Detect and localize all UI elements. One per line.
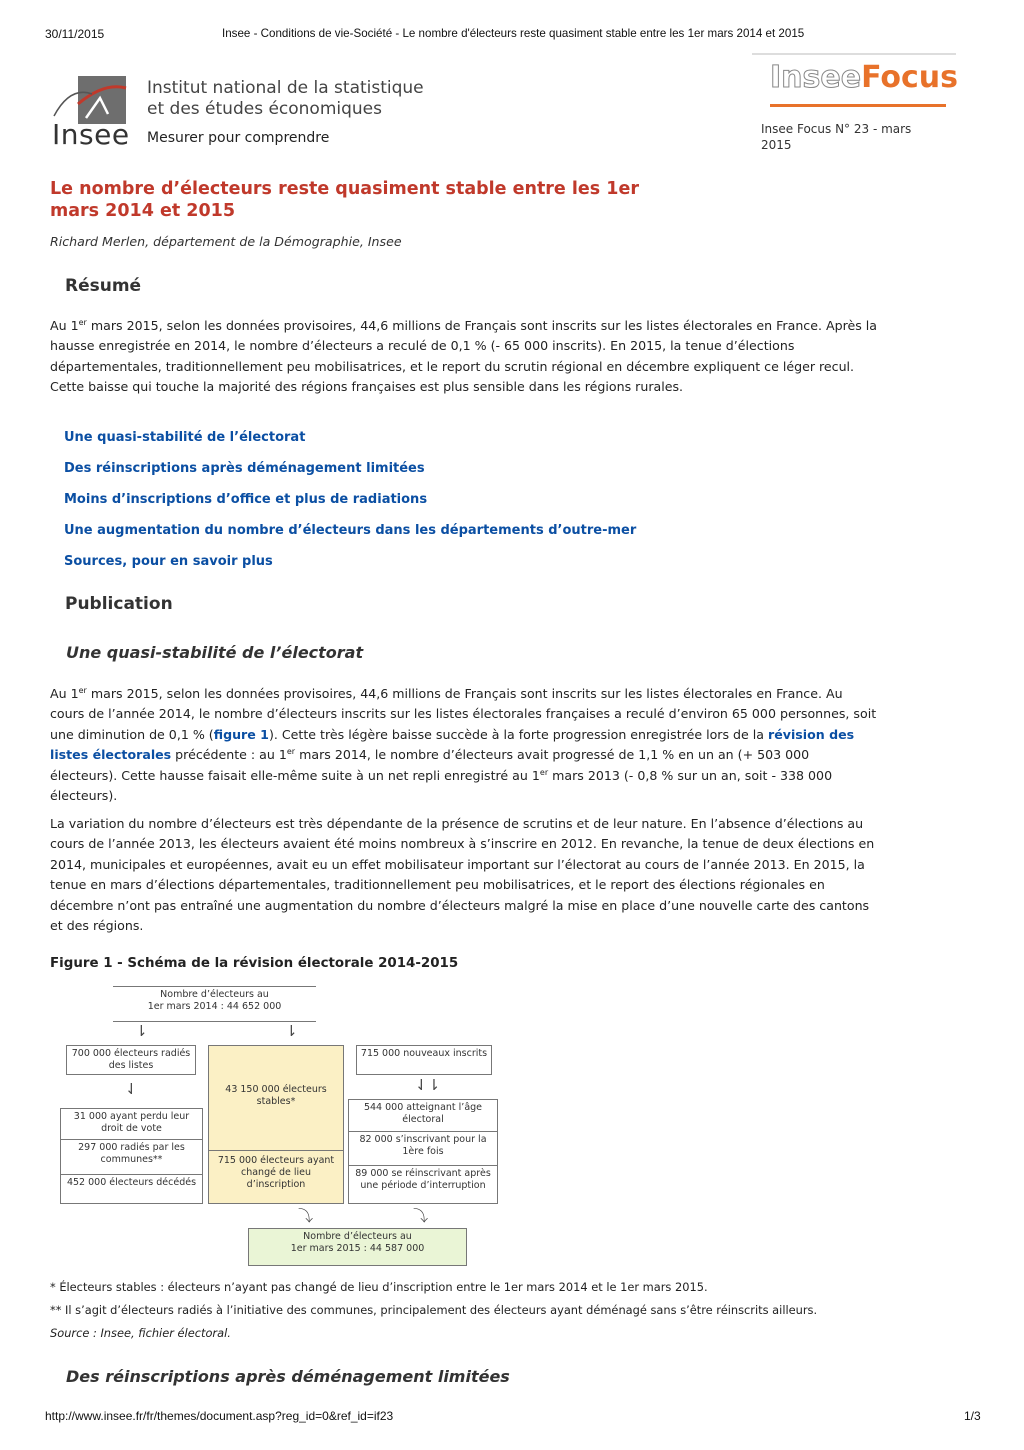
print-date: 30/11/2015 <box>45 27 105 41</box>
box-radies-detail <box>60 1108 203 1204</box>
p1-text-b: mars 2015, selon les données provisoires, 44,6 millions de Français sont inscrits sur les listes électorales en France. Au cours de l’année 2014, le nombre d’électeurs inscrits sur les listes électorales françaises a reculé d’environ 65 000 personnes, soit une diminution de 0,1 % ( <box>50 686 877 742</box>
p1-sup-1: er <box>78 685 87 695</box>
box-changement-lieu: 715 000 électeurs ayant changé de lieu d’inscription <box>208 1150 344 1204</box>
institute-name <box>147 78 424 120</box>
institute-line1: Institut national de la statistique <box>147 78 424 98</box>
box-2015-line2: 1er mars 2015 : 44 587 000 <box>290 1243 425 1254</box>
arrow-down-icon: ⇂ <box>285 1022 298 1040</box>
figure1-link[interactable]: figure 1 <box>213 726 269 742</box>
publication-heading: Publication <box>65 594 173 614</box>
nouveaux-reinscription: 89 000 se réinscrivant après une période d’interruption <box>355 1168 491 1191</box>
tagline: Mesurer pour comprendre <box>147 130 330 146</box>
section2-heading: Des réinscriptions après déménagement limitées <box>66 1367 510 1386</box>
radies-perte-droit: 31 000 ayant perdu leur droit de vote <box>61 1109 202 1140</box>
figure-caption: Figure 1 - Schéma de la révision électorale 2014-2015 <box>50 956 459 971</box>
arrow-down-icon: ⇃⇂ <box>415 1076 441 1094</box>
insee-focus-logo <box>770 60 958 100</box>
arrow-down-icon: ⇃ <box>125 1080 138 1098</box>
section1-heading: Une quasi-stabilité de l’électorat <box>66 643 364 662</box>
p1-text-f: mars 2013 (- 0,8 % sur un an, soit - 338 000 électeurs). <box>50 767 833 804</box>
p1-sup-2: er <box>286 747 296 757</box>
box-2014-line1: Nombre d’électeurs au <box>160 989 269 1000</box>
box-radies-header: 700 000 électeurs radiés des listes <box>66 1045 196 1075</box>
arrow-down-icon: ⇂ <box>135 1022 148 1040</box>
box-nouveaux-header: 715 000 nouveaux inscrits <box>356 1045 492 1075</box>
print-page-number: 1/3 <box>964 1409 981 1423</box>
article-title: Le nombre d’électeurs reste quasiment stable entre les 1er mars 2014 et 2015 <box>50 179 639 221</box>
figure-source: Source : Insee, fichier électoral. <box>50 1326 231 1340</box>
p1-sup-3: er <box>539 767 549 777</box>
section1-paragraph2: La variation du nombre d’électeurs est très dépendante de la présence de scrutins et de leur nature. En l’absence d’élections au cours de l’année 2013, les électeurs avaient été moins nombreux à s’inscrire en 2012. En revanche, la tenue de deux élections en 2014, municipales et européennes, avait eu un effet mobilisateur important sur l’électorat au cours de l’année 2013. En 2015, la tenue en mars d’élections départementales, traditionnellement peu mobilisatrices, et le report des élections régionales en décembre n’ont pas entraîné une augmentation du nombre d’électeurs malgré la mise en place d’une nouvelle carte des cantons et des régions. <box>50 816 875 934</box>
print-title: Insee - Conditions de vie-Société - Le nombre d'électeurs reste quasiment stable entre les 1er mars 2014 et 2015 <box>222 27 805 40</box>
arrow-down-icon: ⤵ <box>298 1207 314 1225</box>
p1-text-d: précédente : au 1 <box>171 747 287 763</box>
radies-decedes: 452 000 électeurs décédés <box>66 1177 197 1188</box>
figure-note-1: * Électeurs stables : électeurs n’ayant pas changé de lieu d’inscription entre le 1er mars 2014 et le 1er mars 2015. <box>50 1280 708 1294</box>
box-2015-line1: Nombre d’électeurs au <box>303 1231 412 1242</box>
summary-sup: er <box>78 317 87 327</box>
insee-wordmark: Insee <box>52 118 130 151</box>
institute-line2: et des études économiques <box>147 99 382 119</box>
summary-heading: Résumé <box>65 276 142 296</box>
revision-listes-link[interactable]: révision des listes électorales <box>50 726 855 763</box>
focus-issue: Insee Focus N° 23 - mars 2015 <box>761 122 912 152</box>
summary-link-5[interactable]: Sources, pour en savoir plus <box>64 554 273 569</box>
summary-text-lead: Au 1 <box>50 318 79 333</box>
nouveaux-premiere-fois: 82 000 s’inscrivant pour la 1ère fois <box>349 1132 497 1166</box>
box-electeurs-2014 <box>113 986 316 1022</box>
insee-logo <box>52 74 132 152</box>
section1-paragraph1 <box>50 684 880 806</box>
summary-link-2[interactable]: Des réinscriptions après déménagement limitées <box>64 461 425 476</box>
summary-link-4[interactable]: Une augmentation du nombre d’électeurs dans les départements d’outre-mer <box>64 523 637 538</box>
summary-link-1[interactable]: Une quasi-stabilité de l’électorat <box>64 430 306 445</box>
arrow-down-icon: ⤵ <box>413 1207 429 1225</box>
focus-top-rule <box>752 53 956 55</box>
box-electeurs-stables: 43 150 000 électeurs stables* <box>208 1045 344 1151</box>
summary-paragraph <box>50 316 880 398</box>
figure-note-2: ** Il s’agit d’électeurs radiés à l’initiative des communes, principalement des électeurs ayant déménagé sans s’être réinscrits ailleurs. <box>50 1303 818 1317</box>
summary-text-rest: mars 2015, selon les données provisoires, 44,6 millions de Français sont inscrits sur les listes électorales en France. Après la hausse enregistrée en 2014, le nombre d’électeurs a reculé de 0,1 % (- 65 000 inscrits). En 2015, la tenue d’élections départementales, traditionnellement peu mobilisatrices, et le report du scrutin régional en décembre expliquent ce léger recul. Cette baisse qui touche la majorité des régions françaises est plus sensible dans les régions rurales. <box>50 318 878 395</box>
article-author: Richard Merlen, département de la Démographie, Insee <box>50 234 402 249</box>
radies-communes: 297 000 radiés par les communes** <box>61 1140 202 1175</box>
p1-text-c: ). Cette très légère baisse succède à la forte progression enregistrée lors de la <box>268 726 768 742</box>
box-2014-line2: 1er mars 2014 : 44 652 000 <box>147 1001 282 1012</box>
focus-logo-focus: Focus <box>861 60 958 95</box>
focus-logo-insee: Insee <box>770 60 862 95</box>
p1-text-e: mars 2014, le nombre d’électeurs avait progressé de 1,1 % en un an (+ 503 000 électeurs). Cette hausse faisait elle-même suite à un net repli enregistré au 1 <box>50 747 810 783</box>
print-url: http://www.insee.fr/fr/themes/document.asp?reg_id=0&ref_id=if23 <box>45 1409 394 1423</box>
p1-text-a: Au 1 <box>50 686 79 701</box>
box-electeurs-2015 <box>248 1228 467 1266</box>
summary-link-3[interactable]: Moins d’inscriptions d’office et plus de radiations <box>64 492 428 507</box>
focus-orange-rule <box>770 104 946 107</box>
box-nouveaux-detail <box>348 1099 498 1204</box>
nouveaux-age-electoral: 544 000 atteignant l’âge électoral <box>349 1100 497 1132</box>
